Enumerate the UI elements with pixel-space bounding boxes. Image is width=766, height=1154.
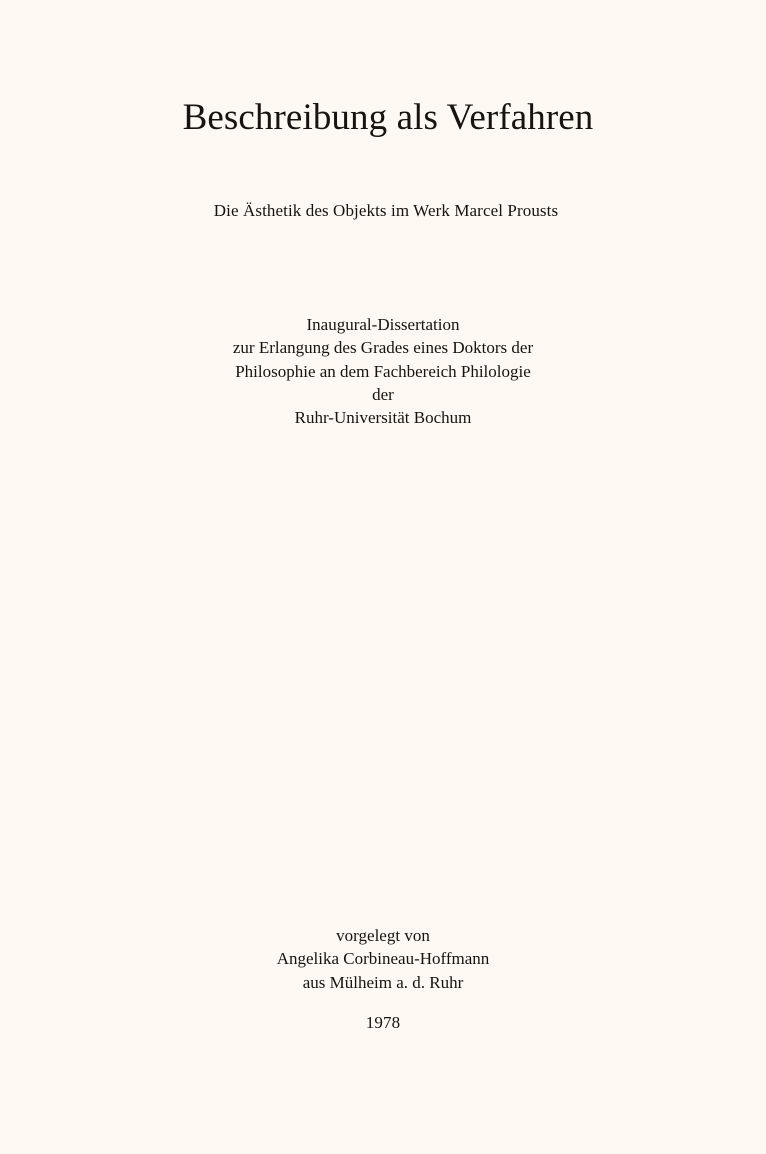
dissertation-line: Philosophie an dem Fachbereich Philologie (235, 361, 531, 381)
dissertation-line: Ruhr-Universität Bochum (294, 408, 472, 428)
dissertation-line: zur Erlangung des Grades eines Doktors der (232, 338, 534, 358)
book-title: Beschreibung als Verfahren (182, 97, 594, 138)
author-name: Angelika Corbineau-Hoffmann (276, 949, 490, 969)
dissertation-line: Inaugural-Dissertation (306, 315, 460, 334)
dissertation-statement (0, 313, 766, 429)
publication-year: 1978 (365, 1013, 401, 1032)
dissertation-line: der (372, 384, 394, 404)
author-statement (0, 924, 766, 994)
book-subtitle: Die Ästhetik des Objekts im Werk Marcel Prousts (213, 201, 559, 220)
author-origin: aus Mülheim a. d. Ruhr (302, 972, 464, 992)
author-line: vorgelegt von (336, 926, 430, 945)
